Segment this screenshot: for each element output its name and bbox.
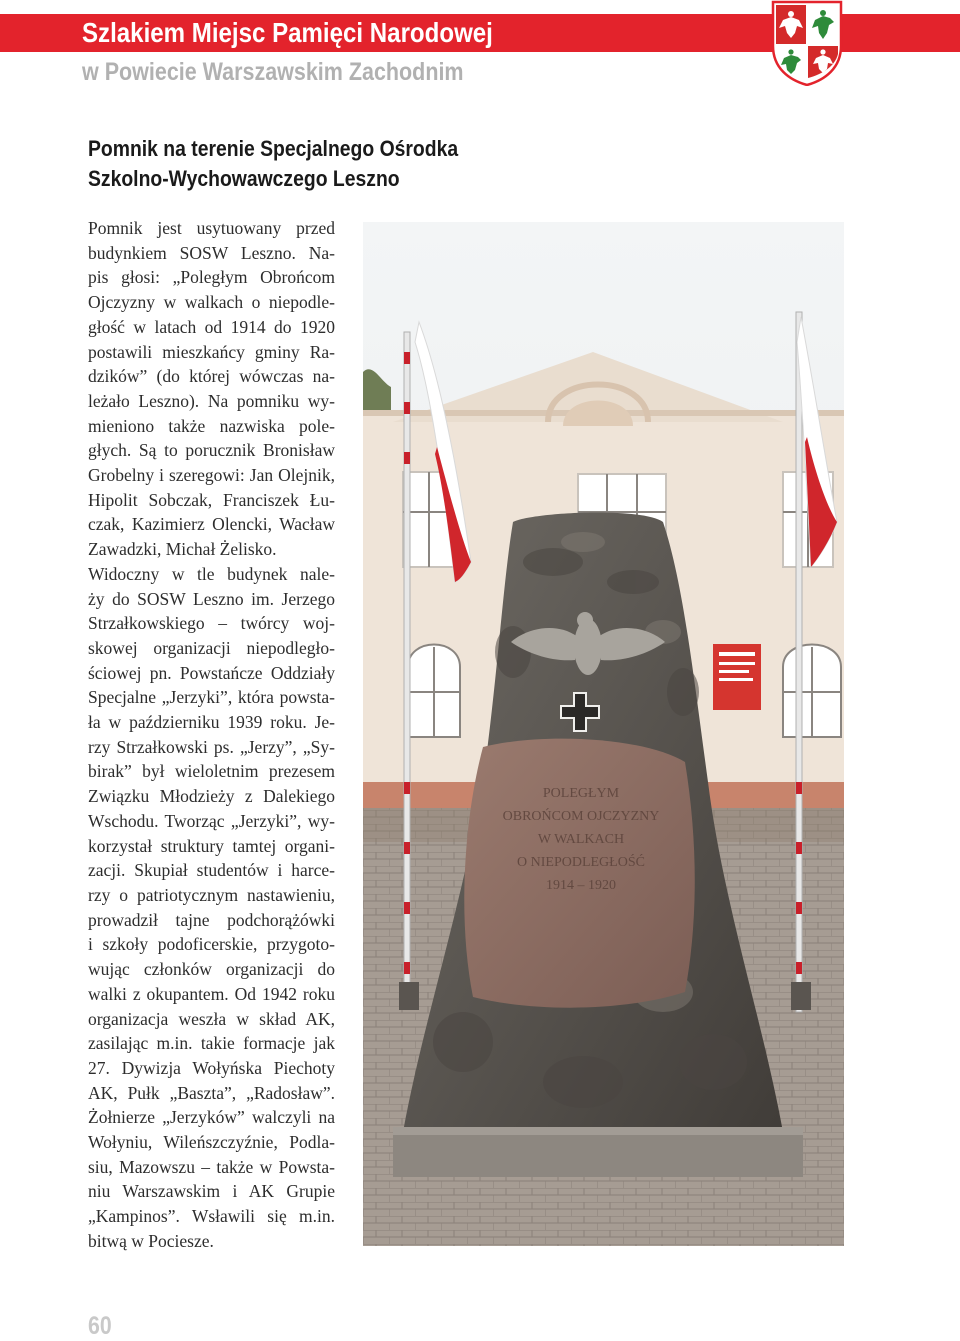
plaque-line: O NIEPODLEGŁOŚĆ [517, 855, 645, 870]
body-line: Związku Młodzieży z Dalekiego [88, 786, 335, 807]
body-line: korzystał struktury tamtej organi- [88, 835, 335, 856]
body-line: AK, Pułk „Baszta”, „Radosław”. [88, 1082, 335, 1103]
body-line: dzików” (do której wówczas na- [88, 366, 335, 387]
plaque-line: POLEGŁYM [542, 786, 620, 801]
body-line: Widoczny w tle budynek nale- [88, 563, 335, 584]
article-title-line: Pomnik na terenie Specjalnego Ośrodka [88, 136, 459, 161]
body-line: Grobelny i szeregowi: Jan Olejnik, [88, 465, 335, 486]
body-line: 27. Dywizja Wołyńska Piechoty [88, 1057, 335, 1078]
body-line: ła w październiku 1939 roku. Je- [88, 712, 335, 733]
plaque-line: 1914 – 1920 [546, 878, 616, 893]
series-title: Szlakiem Miejsc Pamięci Narodowej [82, 17, 493, 48]
body-line: Pomnik jest usytuowany przed [88, 218, 335, 238]
body-line: Wschodu. Tworząc „Jerzyki”, wy- [88, 810, 335, 831]
article-title-line: Szkolno-Wychowawczego Leszno [88, 166, 400, 191]
body-line: niu Warszawskim i AK Grupie [88, 1181, 335, 1202]
page-number: 60 [88, 1312, 112, 1340]
body-line: wując członków organizacji do [88, 959, 335, 980]
plaque-line: OBROŃCOM OJCZYZNY [502, 809, 660, 824]
body-line: „Kampinos”. Wsławili się m.in. [88, 1206, 335, 1227]
body-line: Ojczyzny w walkach o niepodle- [88, 292, 335, 313]
body-line: rzy o patriotycznym nastawieniu, [88, 884, 335, 905]
plaque-line: W WALKACH [537, 832, 625, 847]
body-line: zacji. Skupiał studentów i harce- [88, 860, 335, 881]
body-line: Specjalne „Jerzyki”, która powsta- [88, 687, 335, 708]
memorial-photo [363, 222, 844, 1246]
body-line: budynkiem SOSW Leszno. Na- [88, 242, 335, 263]
body-line: głość w latach od 1914 do 1920 [88, 316, 335, 337]
body-line: Żołnierze „Jerzyków” walczyli na [88, 1107, 335, 1128]
article-body [88, 216, 335, 1254]
body-line: Wołyniu, Wileńszczyźnie, Podla- [88, 1132, 335, 1153]
body-line: głych. Są to porucznik Bronisław [88, 440, 335, 461]
body-line: ściowej pn. Powstańcze Oddziały [88, 662, 335, 683]
body-line: czak, Kazimierz Olencki, Wacław [88, 514, 335, 535]
body-line: mieniono także nazwiska pole- [88, 415, 335, 436]
body-line: organizacja weszła w skład AK, [88, 1008, 335, 1029]
body-line: pis głosi: „Poległym Obrońcom [88, 267, 335, 288]
body-line: siu, Mazowszu – także w Powsta- [88, 1156, 335, 1177]
body-line: Hipolit Sobczak, Franciszek Łu- [88, 489, 335, 510]
series-subtitle: w Powiecie Warszawskim Zachodnim [82, 58, 464, 86]
body-line: bitwą w Pociesze. [88, 1230, 214, 1251]
body-line: walki z okupantem. Od 1942 roku [88, 983, 335, 1004]
coat-of-arms-icon [771, 0, 843, 86]
inscription-plaque [464, 739, 694, 1008]
body-line: skowej organizacji niepodległo- [88, 637, 335, 658]
body-line: birak” był wieloletnim prezesem [88, 761, 335, 782]
body-line: Zawadzki, Michał Żelisko. [88, 539, 277, 560]
body-line: prowadził tajne podchorążówki [88, 909, 335, 930]
body-line: rzy Strzałkowski ps. „Jerzy”, „Sy- [88, 736, 335, 757]
memorial-base [393, 1132, 803, 1177]
body-line: Strzałkowskiego – twórcy woj- [88, 613, 335, 634]
body-line: ży do SOSW Leszno im. Jerzego [88, 588, 335, 609]
body-line: i szkoły podoficerskie, przygoto- [88, 934, 335, 955]
body-line: zasilając m.in. takie formacje jak [88, 1033, 335, 1054]
body-line: leżało Leszno). Na pomniku wy- [88, 390, 335, 411]
body-line: postawili mieszkańcy gminy Ra- [88, 341, 335, 362]
article-title [88, 134, 458, 194]
